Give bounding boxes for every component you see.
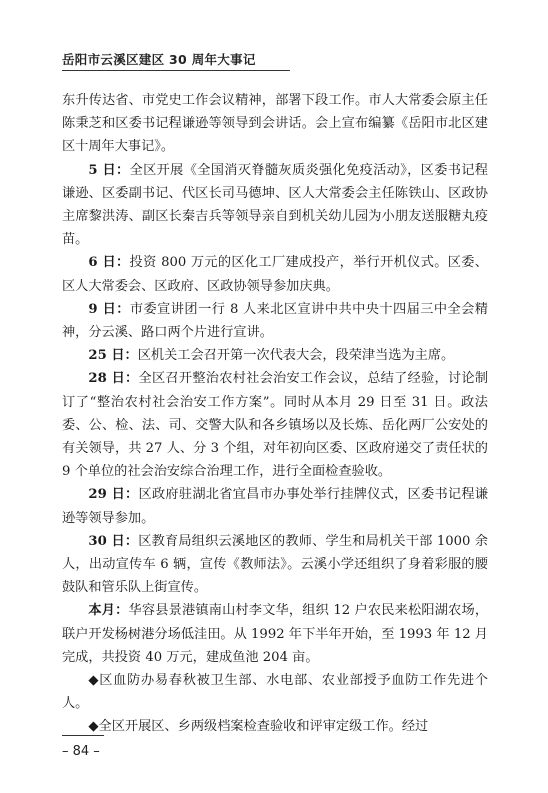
paragraph [62,89,488,159]
paragraph [62,715,488,738]
paragraph-text: ◆区血防办易春秋被卫生部、水电部、农业部授予血防工作先进个人。 [62,673,488,712]
paragraph [62,298,488,344]
header-divider [62,70,290,71]
date-lead: 本月： [88,603,129,619]
paragraph-text: 区机关工会召开第一次代表大会，段荣津当选为主席。 [137,348,455,364]
paragraph [62,251,488,297]
date-lead: 28 日： [88,371,139,387]
paragraph-text: 区教育局组织云溪地区的教师、学生和局机关干部 1000 余人，出动宣传车 6 辆，宣传《教师法》。云溪小学还组织了身着彩服的腰鼓队和管乐队上街宣传。 [62,533,488,596]
date-lead: 5 日： [88,162,130,178]
date-lead: 9 日： [88,301,130,317]
date-lead: 6 日： [88,255,130,271]
paragraph [62,367,488,483]
date-lead: 29 日： [88,487,139,503]
paragraph-text: 全区开展《全国消灭脊髓灰质炎强化免疫活动》，区委书记程谦逊、区委副书记、代区长司马德坤、区人大常委会主任陈铁山、区政协主席黎洪涛、副区长秦吉兵等领导亲自到机关幼儿园为小朋友送服糖丸疫苗。 [62,162,488,248]
paragraph-text: 华容县景港镇南山村李文华，组织 12 户农民来松阳湖农场，联户开发杨树港分场低洼田。从 1992 年下半年开始，至 1993 年 12 月完成，共投资 40 万元，建成鱼池 204 亩。 [62,603,489,665]
paragraph [62,483,488,529]
footer-divider [62,735,104,736]
date-lead: 25 日： [88,348,138,364]
running-header: 岳阳市云溪区建区 30 周年大事记 [62,52,256,67]
paragraph [62,599,488,669]
paragraph [62,669,488,715]
paragraph-text: 投资 800 万元的区化工厂建成投产，举行开机仪式。区委、区人大常委会、区政府、区政协领导参加庆典。 [62,255,488,294]
paragraph-text: 东升传达省、市党史工作会议精神，部署下段工作。市人大常委会原主任陈秉芝和区委书记程谦逊等领导到会讲话。会上宣布编纂《岳阳市北区建区十周年大事记》。 [62,93,488,155]
paragraph-text: 全区召开整治农村社会治安工作会议，总结了经验，讨论制订了“整治农村社会治安工作方案”。同时从本月 29 日至 31 日。政法委、公、检、法、司、交警大队和各乡镇场以及长炼、岳化两厂公安处的有关领导，共 27 人、分 3 个组，对年初向区委、区政府递交了责任状的 9 个单位的社会治安综合治理工作，进行全面检查验收。 [62,371,489,480]
paragraph [62,344,488,367]
page-body [62,89,488,739]
paragraph-text: 市委宣讲团一行 8 人来北区宣讲中共中央十四届三中全会精神，分云溪、路口两个片进行宣讲。 [62,301,488,341]
paragraph-text: 区政府驻湖北省宜昌市办事处举行挂牌仪式，区委书记程谦逊等领导参加。 [62,487,489,526]
page-number: – 84 – [62,744,100,759]
paragraph [62,159,488,252]
paragraph-text: ◆全区开展区、乡两级档案检查验收和评审定级工作。经过 [88,719,429,735]
date-lead: 30 日： [88,533,139,549]
paragraph [62,530,488,600]
